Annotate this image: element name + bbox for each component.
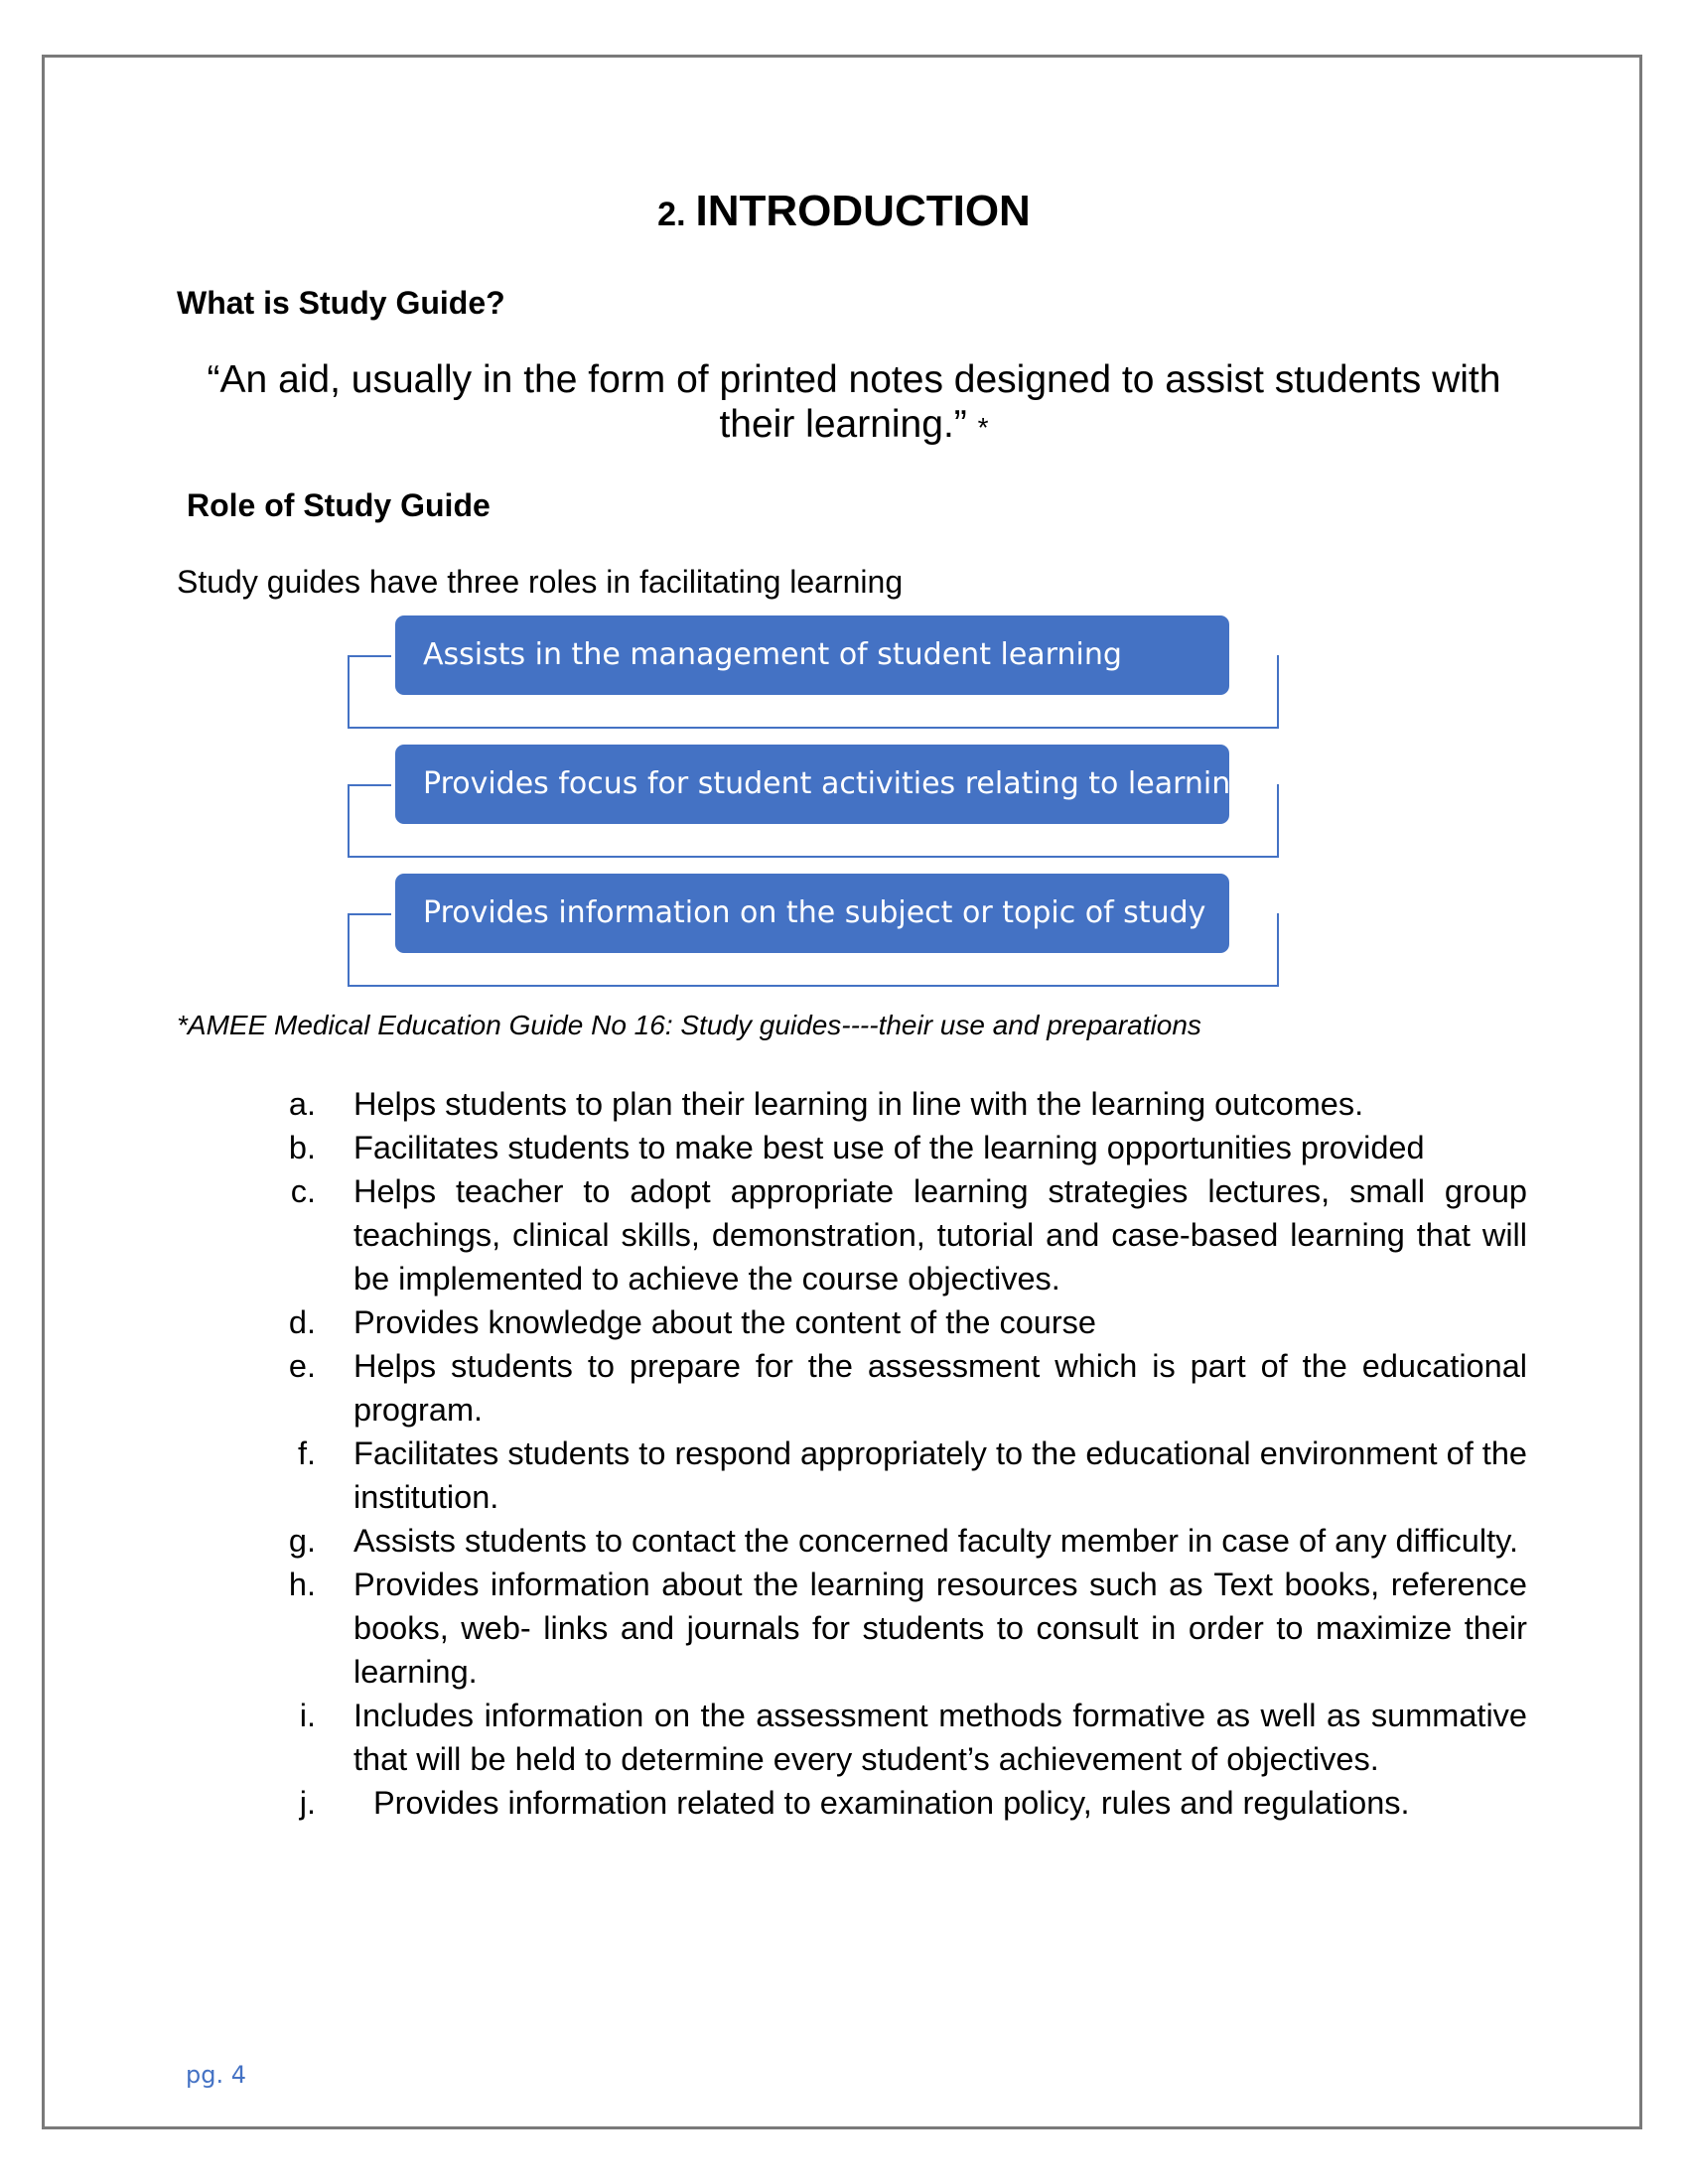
list-item <box>248 1082 1527 1126</box>
list-marker: b. <box>288 1130 316 1165</box>
list-item-text: Helps teacher to adopt appropriate learning strategies lectures, small group teachings, clinical skills, demonstration, tutorial and case-based learning that will be implemented to achieve the course objectives. <box>353 1173 1527 1297</box>
list-marker: e. <box>288 1348 316 1384</box>
role-box-3: Provides information on the subject or topic of study <box>395 874 1229 953</box>
list-item-text: Provides information about the learning resources such as Text books, reference books, web- links and journals for students to consult in order to maximize their learning. <box>353 1567 1527 1690</box>
page-number: pg. 4 <box>186 2061 246 2089</box>
citation: *AMEE Medical Education Guide No 16: Study guides----their use and preparations <box>177 1010 1201 1040</box>
role-box-2: Provides focus for student activities relating to learning <box>395 745 1229 824</box>
list-item <box>248 1344 1527 1432</box>
list-item <box>248 1694 1527 1781</box>
list-item-text: Helps students to prepare for the assessment which is part of the educational program. <box>353 1348 1527 1428</box>
list-item-text: Assists students to contact the concerned faculty member in case of any difficulty. <box>353 1523 1518 1559</box>
quote-text: “An aid, usually in the form of printed notes designed to assist students with their learning.” <box>207 358 1501 446</box>
list-item <box>248 1432 1527 1519</box>
role-connector <box>348 913 391 915</box>
list-marker: f. <box>297 1435 316 1471</box>
list-item <box>248 1169 1527 1300</box>
list-marker: c. <box>290 1173 316 1209</box>
list-item <box>248 1300 1527 1344</box>
list-item-text: Helps students to plan their learning in line with the learning outcomes. <box>353 1086 1364 1122</box>
list-item-text: Facilitates students to make best use of the learning opportunities provided <box>353 1130 1425 1165</box>
role-connector <box>348 784 391 786</box>
list-marker: d. <box>288 1304 316 1340</box>
role-heading: Role of Study Guide <box>187 487 491 523</box>
list-marker: g. <box>288 1523 316 1559</box>
roles-intro: Study guides have three roles in facilitating learning <box>177 564 904 600</box>
list-marker: h. <box>288 1567 316 1602</box>
list-item-text: Includes information on the assessment methods formative as well as summative that will be held to determine every student’s achievement of objectives. <box>353 1698 1527 1777</box>
list-item <box>248 1781 1527 1825</box>
section-heading <box>0 187 1688 236</box>
list-item <box>248 1126 1527 1169</box>
list-item-text: Provides information related to examination policy, rules and regulations. <box>373 1785 1410 1821</box>
list-marker: i. <box>299 1698 316 1733</box>
roles-diagram <box>348 615 1283 993</box>
list-marker: a. <box>288 1086 316 1122</box>
roles-list <box>248 1082 1527 1825</box>
list-item-text: Provides knowledge about the content of the course <box>353 1304 1096 1340</box>
list-marker: j. <box>299 1785 316 1821</box>
section-title: INTRODUCTION <box>695 187 1031 235</box>
list-item-text: Facilitates students to respond appropriately to the educational environment of the institution. <box>353 1435 1527 1515</box>
what-is-heading: What is Study Guide? <box>177 285 505 321</box>
list-item <box>248 1563 1527 1694</box>
list-item <box>248 1519 1527 1563</box>
definition-quote <box>169 357 1539 450</box>
role-connector <box>348 655 391 657</box>
quote-footnote-mark: * <box>977 412 989 443</box>
role-box-1: Assists in the management of student learning <box>395 615 1229 695</box>
section-number: 2. <box>657 196 686 233</box>
